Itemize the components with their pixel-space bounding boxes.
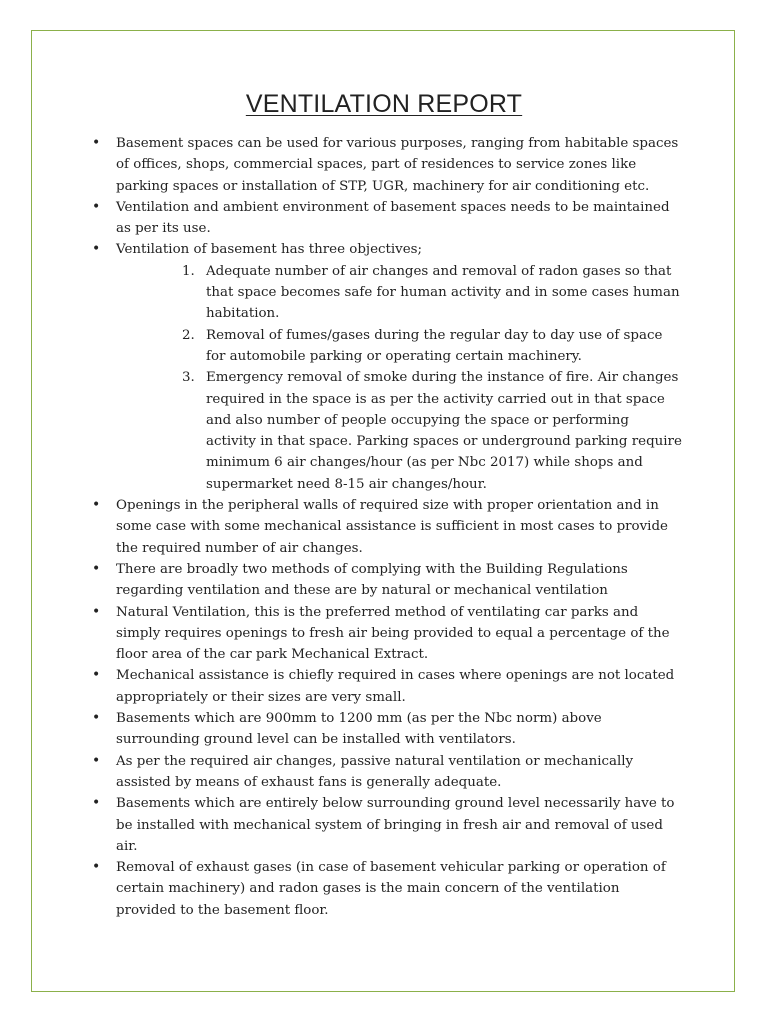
- bullet-item-ambient-environment: • Ventilation and ambient environment of basement spaces needs to be maintained as per its use.: [90, 197, 682, 240]
- bullet-item-basement-uses: • Basement spaces can be used for various purposes, ranging from habitable spaces of offices, shops, commercial spaces, part of residences to service zones like parking spaces or installation of STP, UGR, machinery for air conditioning etc.: [90, 133, 682, 197]
- objective-item: [180, 325, 682, 368]
- bullet-item-exhaust-fans: • As per the required air changes, passive natural ventilation or mechanically assisted by means of exhaust fans is generally adequate.: [90, 751, 682, 794]
- bullet-list: [90, 133, 682, 921]
- objective-text: Removal of fumes/gases during the regular day to day use of space for automobile parking or operating certain machinery.: [206, 327, 663, 364]
- objective-number: 2.: [182, 327, 195, 343]
- bullet-item-building-regulations: • There are broadly two methods of complying with the Building Regulations regarding ventilation and these are by natural or mechanical ventilation: [90, 559, 682, 602]
- bullet-item-mechanical-assistance: • Mechanical assistance is chiefly required in cases where openings are not located appropriately or their sizes are very small.: [90, 665, 682, 708]
- bullet-item-natural-ventilation: • Natural Ventilation, this is the preferred method of ventilating car parks and simply requires openings to fresh air being provided to equal a percentage of the floor area of the car park Mechanical Extract.: [90, 602, 682, 666]
- bullet-item-exhaust-gases: • Removal of exhaust gases (in case of basement vehicular parking or operation of certain machinery) and radon gases is the main concern of the ventilation provided to the basement floor.: [90, 857, 682, 921]
- objective-item: [180, 367, 682, 495]
- bullet-item-ventilators: • Basements which are 900mm to 1200 mm (as per the Nbc norm) above surrounding ground level can be installed with ventilators.: [90, 708, 682, 751]
- objective-number: 3.: [182, 370, 195, 386]
- objectives-list: [116, 261, 682, 495]
- objective-number: 1.: [182, 263, 195, 279]
- page-title: VENTILATION REPORT: [245, 90, 523, 118]
- bullet-item-peripheral-openings: • Openings in the peripheral walls of required size with proper orientation and in some case with some mechanical assistance is sufficient in most cases to provide the required number of air changes.: [90, 495, 682, 559]
- bullet-item-below-ground: • Basements which are entirely below surrounding ground level necessarily have to be installed with mechanical system of bringing in fresh air and removal of used air.: [90, 793, 682, 857]
- bullet-item-objectives: [90, 239, 682, 495]
- report-body: [90, 133, 682, 921]
- objective-text: Adequate number of air changes and removal of radon gases so that that space becomes safe for human activity and in some cases human habitation.: [206, 263, 680, 322]
- objective-item: [180, 261, 682, 325]
- objective-text: Emergency removal of smoke during the instance of fire. Air changes required in the space is as per the activity carried out in that space and also number of people occupying the space or performing activity in that space. Parking spaces or underground parking require minimum 6 air changes/hour (as per Nbc 2017) while shops and supermarket need 8-15 air changes/hour.: [206, 370, 682, 492]
- objectives-intro: Ventilation of basement has three objectives;: [116, 242, 423, 258]
